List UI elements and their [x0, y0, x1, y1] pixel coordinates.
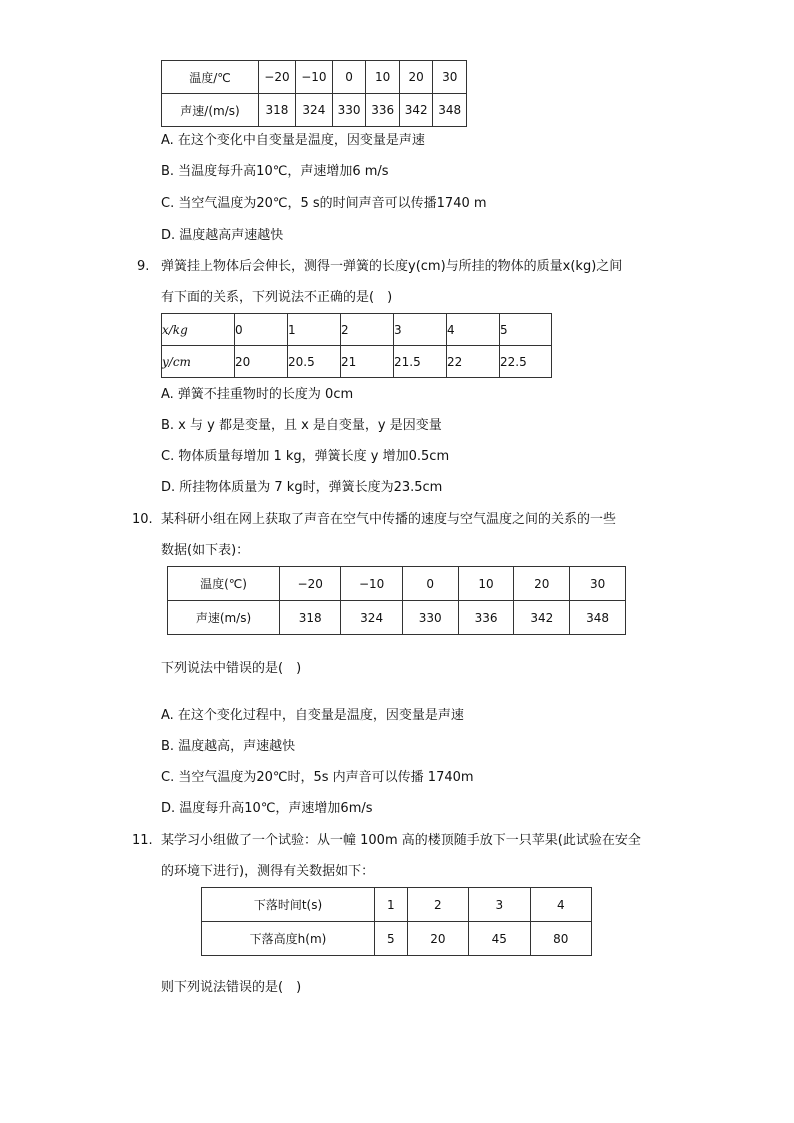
- table-cell: 10: [458, 567, 514, 601]
- table-cell: 336: [366, 94, 400, 127]
- table-cell: 5: [500, 314, 552, 346]
- table-cell: 21.5: [394, 346, 447, 378]
- table-cell: 声速/(m/s): [162, 94, 259, 127]
- table-cell: 20: [407, 922, 468, 956]
- q8-option-a: A. 在这个变化中自变量是温度，因变量是声速: [161, 133, 425, 148]
- q9-option-b: B. x 与 y 都是变量，且 x 是自变量，y 是因变量: [161, 418, 442, 433]
- table-cell: 324: [341, 601, 402, 635]
- table-row: [168, 601, 626, 635]
- table-cell: 22: [447, 346, 500, 378]
- table-cell: 温度/℃: [162, 61, 259, 94]
- table-row: [162, 61, 467, 94]
- table-cell: 5: [375, 922, 408, 956]
- table-cell: 2: [341, 314, 394, 346]
- q10-stem-line2: 数据(如下表)：: [161, 543, 250, 558]
- table-cell: 45: [469, 922, 530, 956]
- table-cell: 3: [394, 314, 447, 346]
- table-cell: 10: [366, 61, 400, 94]
- table-cell: 20: [235, 346, 288, 378]
- table-cell: 1: [288, 314, 341, 346]
- table-cell: 20.5: [288, 346, 341, 378]
- q8-option-b: B. 当温度每升高10℃，声速增加6 m/s: [161, 164, 389, 179]
- q9-stem-line2: 有下面的关系，下列说法不正确的是( ): [161, 290, 393, 305]
- table-row: [168, 567, 626, 601]
- q10-number: 10.: [132, 512, 153, 527]
- table-cell: 348: [570, 601, 626, 635]
- table-cell: 20: [399, 61, 433, 94]
- q10-option-b: B. 温度越高，声速越快: [161, 739, 296, 754]
- table-cell: 318: [280, 601, 341, 635]
- table-cell: −10: [341, 567, 402, 601]
- table-cell: 318: [259, 94, 296, 127]
- table-cell: 3: [469, 888, 530, 922]
- table-cell: 温度(℃): [168, 567, 280, 601]
- table-cell: 下落高度h(m): [202, 922, 375, 956]
- q8-table: [161, 60, 467, 127]
- q11-table: [201, 887, 592, 956]
- table-cell: 342: [514, 601, 570, 635]
- table-cell: 330: [332, 94, 366, 127]
- table-cell: 4: [530, 888, 591, 922]
- table-cell: 2: [407, 888, 468, 922]
- table-cell: x/kg: [162, 314, 235, 346]
- table-cell: 21: [341, 346, 394, 378]
- table-cell: 324: [295, 94, 332, 127]
- table-cell: 348: [433, 94, 467, 127]
- q11-question: 则下列说法错误的是( ): [161, 980, 302, 995]
- q8-option-c: C. 当空气温度为20℃，5 s的时间声音可以传播1740 m: [161, 196, 487, 211]
- table-cell: 330: [402, 601, 458, 635]
- table-cell: 20: [514, 567, 570, 601]
- table-cell: 80: [530, 922, 591, 956]
- q9-stem-line1: 弹簧挂上物体后会伸长，测得一弹簧的长度y(cm)与所挂的物体的质量x(kg)之间: [161, 259, 623, 274]
- q10-table: [167, 566, 626, 635]
- q10-option-c: C. 当空气温度为20℃时，5s 内声音可以传播 1740m: [161, 770, 474, 785]
- q9-table: [161, 313, 552, 378]
- q9-option-d: D. 所挂物体质量为 7 kg时，弹簧长度为23.5cm: [161, 480, 443, 495]
- table-cell: 30: [570, 567, 626, 601]
- q10-option-d: D. 温度每升高10℃，声速增加6m/s: [161, 801, 373, 816]
- table-cell: 30: [433, 61, 467, 94]
- table-row: [162, 94, 467, 127]
- q10-question: 下列说法中错误的是( ): [161, 661, 302, 676]
- q11-stem-line2: 的环境下进行)，测得有关数据如下：: [161, 864, 375, 879]
- table-row: [162, 346, 552, 378]
- table-cell: y/cm: [162, 346, 235, 378]
- q10-option-a: A. 在这个变化过程中，自变量是温度，因变量是声速: [161, 708, 464, 723]
- table-cell: −20: [280, 567, 341, 601]
- table-cell: 22.5: [500, 346, 552, 378]
- table-row: [162, 314, 552, 346]
- table-cell: 下落时间t(s): [202, 888, 375, 922]
- table-cell: 声速(m/s): [168, 601, 280, 635]
- table-cell: 0: [332, 61, 366, 94]
- q9-number: 9.: [137, 259, 150, 274]
- table-cell: 4: [447, 314, 500, 346]
- q10-stem-line1: 某科研小组在网上获取了声音在空气中传播的速度与空气温度之间的关系的一些: [161, 512, 617, 527]
- q9-option-c: C. 物体质量每增加 1 kg，弹簧长度 y 增加0.5cm: [161, 449, 450, 464]
- table-cell: −10: [295, 61, 332, 94]
- q11-stem-line1: 某学习小组做了一个试验：从一幢 100m 高的楼顶随手放下一只苹果(此试验在安全: [161, 833, 641, 848]
- table-cell: −20: [259, 61, 296, 94]
- table-row: [202, 888, 592, 922]
- table-cell: 0: [235, 314, 288, 346]
- q9-option-a: A. 弹簧不挂重物时的长度为 0cm: [161, 387, 354, 402]
- table-cell: 336: [458, 601, 514, 635]
- table-cell: 342: [399, 94, 433, 127]
- q11-number: 11.: [132, 833, 153, 848]
- q8-option-d: D. 温度越高声速越快: [161, 228, 284, 243]
- table-cell: 1: [375, 888, 408, 922]
- table-row: [202, 922, 592, 956]
- table-cell: 0: [402, 567, 458, 601]
